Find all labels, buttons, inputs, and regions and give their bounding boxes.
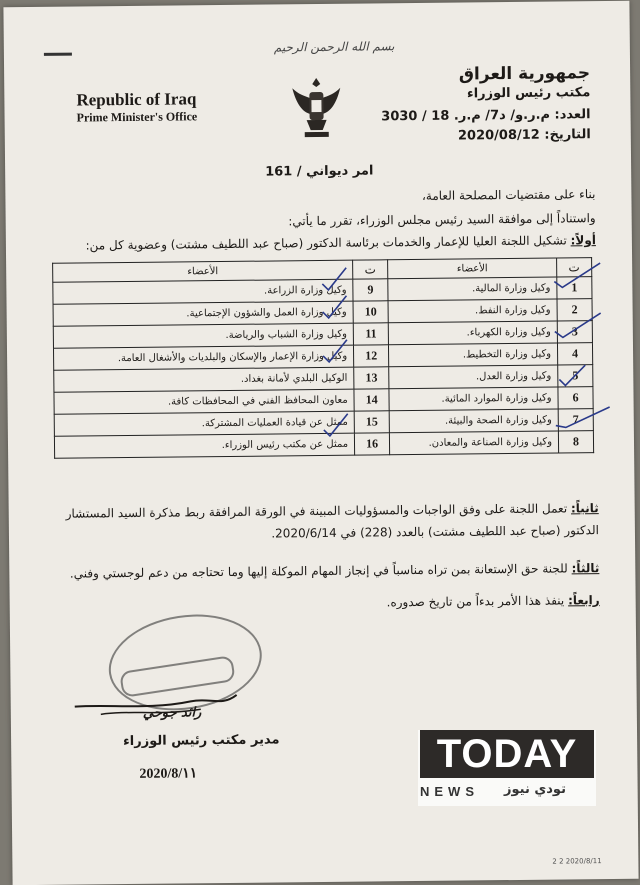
third-clause: [39, 557, 599, 585]
member-cell: وكيل وزارة الموارد المائية.: [389, 387, 558, 411]
member-cell: وكيل وزارة المالية.: [388, 277, 557, 301]
country-name-en: Republic of Iraq: [76, 89, 197, 110]
order-number: امر ديواني / 161: [265, 163, 374, 180]
member-cell: وكيل وزارة الزراعة.: [53, 279, 353, 304]
checkmark-icon: [554, 263, 600, 287]
member-cell: وكيل وزارة النفط.: [388, 299, 557, 323]
member-cell: وكيل وزارة الإعمار والإسكان والبلديات والأشغال العامة.: [53, 345, 353, 370]
row-number: 12: [354, 345, 389, 367]
col-num-header: ت: [353, 260, 388, 279]
third-label: ثالثاً:: [571, 561, 600, 576]
member-cell: وكيل وزارة الشباب والرياضة.: [53, 323, 353, 348]
row-number: 8: [558, 431, 593, 453]
country-name-ar: جمهورية العراق: [458, 63, 591, 85]
signatory-name: رائد جوحي: [142, 705, 202, 721]
first-clause: [86, 233, 596, 252]
signature-date: 2020/8/١١: [139, 766, 198, 782]
row-number: 2: [557, 299, 592, 321]
row-number: 5: [558, 365, 593, 387]
handwritten-checkmarks: [6, 251, 634, 478]
signatory-title: مدير مكتب رئيس الوزراء: [123, 732, 280, 750]
member-cell: وكيل وزارة التخطيط.: [389, 343, 558, 367]
member-cell: ممثل عن قيادة العمليات المشتركة.: [54, 411, 354, 436]
checkmark-icon: [322, 296, 346, 318]
fourth-clause: [40, 589, 600, 617]
row-number: 4: [557, 343, 592, 365]
first-label: أولاً:: [570, 233, 596, 248]
first-text: تشكيل اللجنة العليا للإعمار والخدمات برئاسة الدكتور (صباح عبد اللطيف مشتت) وعضوية كل من:: [85, 233, 567, 253]
iraq-eagle-emblem-icon: [288, 74, 345, 141]
second-text: تعمل اللجنة على وفق الواجبات والمسؤوليات المبينة في الورقة المرافقة ربط مذكرة السيد المستشار الدكتور (صباح عبد اللطيف مشتت) بالعدد (228) في 2020/6/14.: [65, 501, 600, 541]
office-name-ar: مكتب رئيس الوزراء: [466, 85, 591, 102]
preamble-line: بناء على مقتضيات المصلحة العامة،: [421, 187, 596, 203]
member-cell: وكيل وزارة العدل.: [389, 365, 558, 389]
member-cell: الوكيل البلدي لأمانة بغداد.: [54, 367, 354, 392]
fourth-text: ينفذ هذا الأمر بدءاً من تاريخ صدوره.: [386, 593, 565, 610]
row-number: 3: [557, 321, 592, 343]
document-date: التاريخ: 2020/08/12: [457, 127, 591, 144]
col-num-header: ت: [557, 258, 592, 277]
checkmark-icon: [556, 407, 610, 428]
member-cell: وكيل وزارة الصحة والبيئة.: [389, 409, 558, 433]
row-number: 14: [354, 389, 389, 411]
row-number: 11: [353, 323, 388, 345]
office-name-en: Prime Minister's Office: [76, 109, 198, 125]
checkmark-icon: [559, 365, 585, 385]
fourth-label: رابعاً:: [567, 593, 600, 608]
today-news-logo-ar: تودي نيوز: [504, 782, 566, 797]
member-cell: وكيل وزارة الصناعة والمعادن.: [390, 431, 559, 455]
row-number: 6: [558, 387, 593, 409]
row-number: 15: [354, 411, 389, 433]
scribble-mark: [44, 53, 72, 56]
row-number: 1: [557, 277, 592, 299]
row-number: 9: [353, 279, 388, 301]
row-number: 16: [355, 433, 390, 455]
checkmark-icon: [555, 313, 601, 337]
bismillah-calligraphy: بسم الله الرحمن الرحيم: [273, 39, 395, 55]
member-cell: وكيل وزارة الكهرباء.: [388, 321, 557, 345]
today-news-logo-en: NEWS: [420, 784, 479, 799]
checkmark-icon: [322, 268, 346, 290]
approval-line: واستناداً إلى موافقة السيد رئيس مجلس الوزراء، تقرر ما يأتي:: [288, 211, 596, 229]
col-members-header: الأعضاء: [388, 258, 557, 279]
checkmark-icon: [323, 340, 347, 362]
checkmark-icon: [324, 414, 348, 436]
row-number: 10: [353, 301, 388, 323]
member-cell: وكيل وزارة العمل والشؤون الإجتماعية.: [53, 301, 353, 326]
member-cell: معاون المحافظ الفني في المحافظات كافة.: [54, 389, 354, 414]
second-clause: [39, 497, 599, 547]
member-cell: ممثل عن مكتب رئيس الوزراء.: [54, 433, 354, 458]
col-members-header: الأعضاء: [53, 260, 353, 282]
row-number: 7: [558, 409, 593, 431]
scan-footer-stamp: 2 2 2020/8/11: [552, 857, 602, 866]
today-news-logo: TODAY: [420, 730, 594, 778]
second-label: ثانياً:: [570, 501, 599, 516]
third-text: للجنة حق الإستعانة بمن تراه مناسباً في إنجاز المهام الموكلة إليها وما تحتاجه من دعم لوجستي وفني.: [69, 561, 568, 581]
row-number: 13: [354, 367, 389, 389]
reference-number: العدد: م.ر.و/ د7/ م.ر. 18 / 3030: [381, 107, 591, 125]
